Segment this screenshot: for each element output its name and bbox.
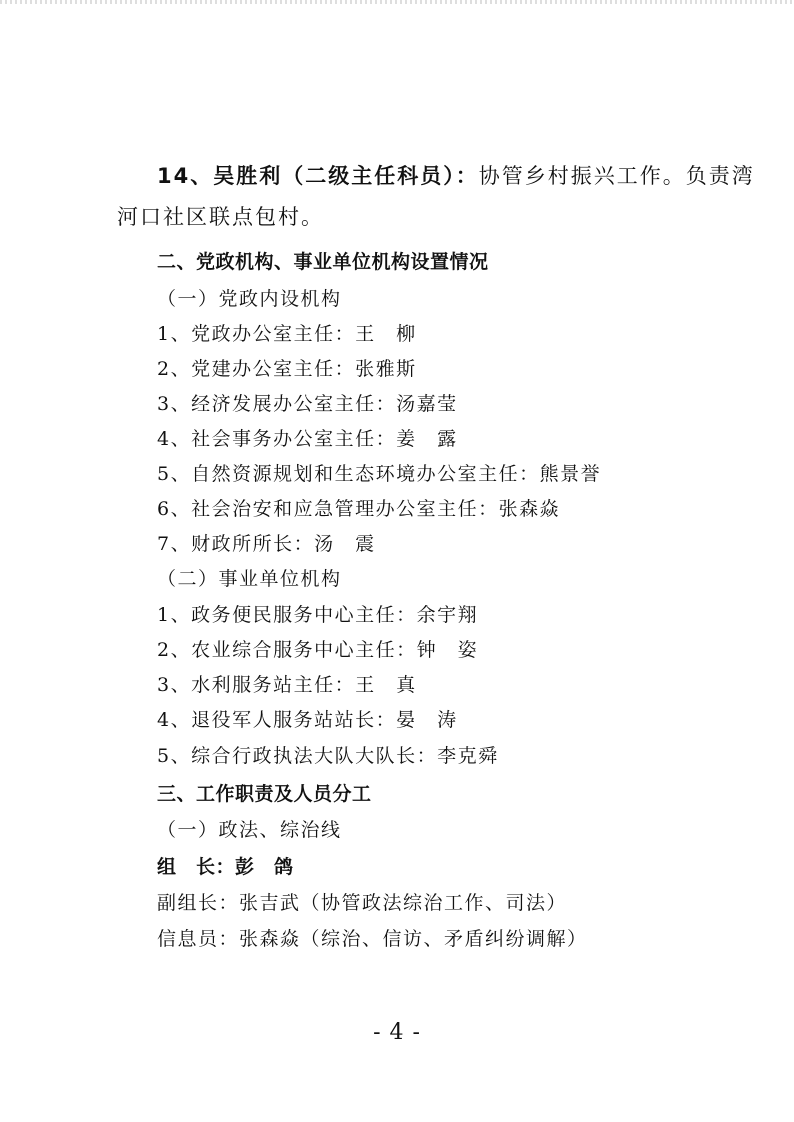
section-heading-2: 二、党政机构、事业单位机构设置情况 <box>157 251 489 273</box>
staff-entry-14 <box>157 164 755 189</box>
deputy-leader: 副组长：张吉武（协管政法综治工作、司法） <box>157 892 568 914</box>
list-item: 1、政务便民服务中心主任：余宇翔 <box>157 604 479 626</box>
staff-duty-line1: 协管乡村振兴工作。负责湾 <box>478 164 755 188</box>
staff-duty-line2: 河口社区联点包村。 <box>117 205 324 229</box>
group-leader: 组 长：彭 鸽 <box>157 856 294 878</box>
staff-name-label: 14、吴胜利（二级主任科员）： <box>157 164 479 188</box>
subsection-heading-2-1: （一）党政内设机构 <box>157 288 342 310</box>
list-item: 1、党政办公室主任：王 柳 <box>157 323 417 345</box>
list-item: 4、社会事务办公室主任：姜 露 <box>157 428 458 450</box>
list-item: 3、经济发展办公室主任：汤嘉莹 <box>157 393 458 415</box>
list-item: 5、自然资源规划和生态环境办公室主任：熊景誉 <box>157 463 602 485</box>
scan-edge-artifact <box>0 0 794 4</box>
section-heading-3: 三、工作职责及人员分工 <box>157 783 372 805</box>
subsection-heading-2-2: （二）事业单位机构 <box>157 568 342 590</box>
list-item: 7、财政所所长：汤 震 <box>157 533 376 555</box>
list-item: 2、党建办公室主任：张雅斯 <box>157 358 417 380</box>
page-number: - 4 - <box>373 1020 421 1045</box>
list-item: 5、综合行政执法大队大队长：李克舜 <box>157 745 499 767</box>
list-item: 6、社会治安和应急管理办公室主任：张森焱 <box>157 498 561 520</box>
list-item: 4、退役军人服务站站长：晏 涛 <box>157 709 458 731</box>
list-item: 3、水利服务站主任：王 真 <box>157 674 417 696</box>
subsection-heading-3-1: （一）政法、综治线 <box>157 819 342 841</box>
information-officer: 信息员：张森焱（综治、信访、矛盾纠纷调解） <box>157 928 588 950</box>
list-item: 2、农业综合服务中心主任：钟 姿 <box>157 639 479 661</box>
